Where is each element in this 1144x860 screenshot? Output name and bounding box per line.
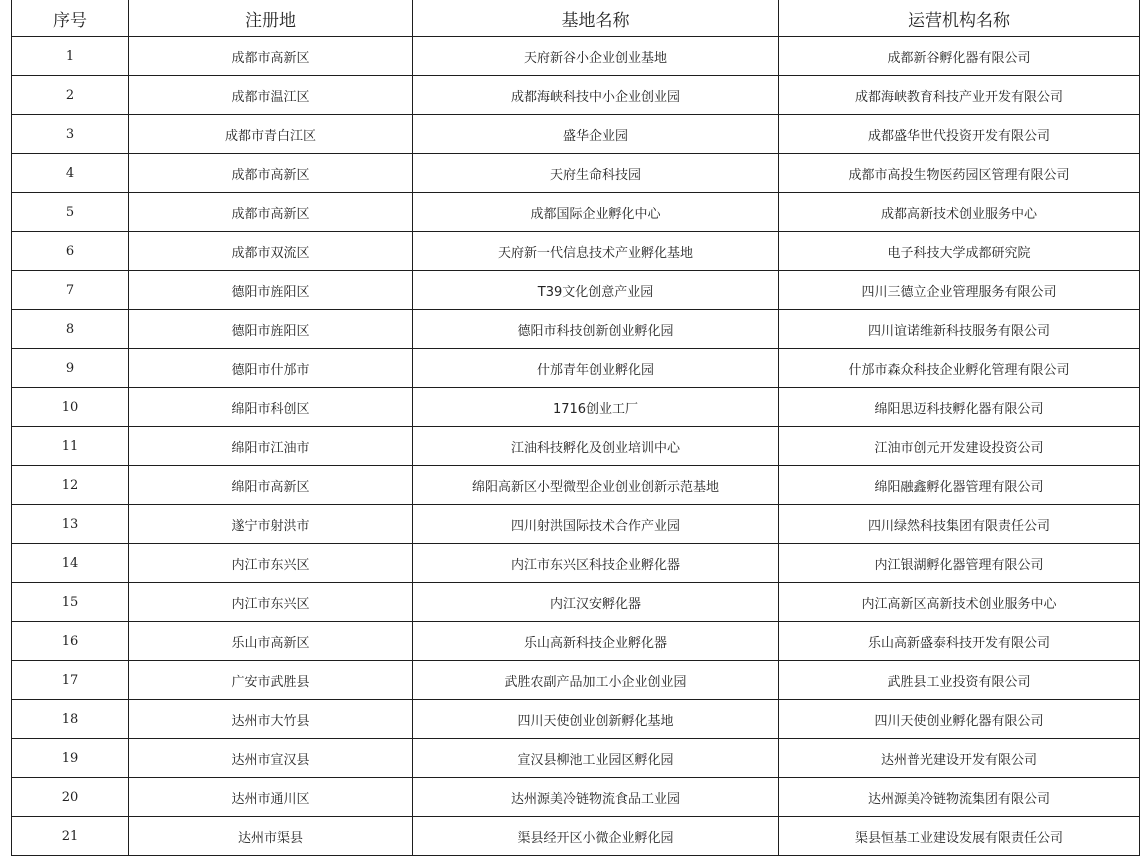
operator-name: 内江高新区高新技术创业服务中心 <box>779 583 1140 622</box>
operator-name: 江油市创元开发建设投资公司 <box>779 427 1140 466</box>
base-name: 天府新谷小企业创业基地 <box>413 37 779 76</box>
base-name: 乐山高新科技企业孵化器 <box>413 622 779 661</box>
base-name: 内江汉安孵化器 <box>413 583 779 622</box>
row-index: 7 <box>12 271 129 310</box>
operator-name: 成都盛华世代投资开发有限公司 <box>779 115 1140 154</box>
base-name: 宣汉县柳池工业园区孵化园 <box>413 739 779 778</box>
base-name: 德阳市科技创新创业孵化园 <box>413 310 779 349</box>
base-name: 渠县经开区小微企业孵化园 <box>413 817 779 856</box>
row-index: 6 <box>12 232 129 271</box>
row-index: 1 <box>12 37 129 76</box>
operator-name: 达州源美冷链物流集团有限公司 <box>779 778 1140 817</box>
row-index: 16 <box>12 622 129 661</box>
table-header-row <box>12 0 1140 37</box>
operator-name: 成都高新技术创业服务中心 <box>779 193 1140 232</box>
row-index: 8 <box>12 310 129 349</box>
base-name: 天府生命科技园 <box>413 154 779 193</box>
registration-place: 成都市高新区 <box>129 193 413 232</box>
registration-place: 德阳市什邡市 <box>129 349 413 388</box>
registration-place: 成都市高新区 <box>129 37 413 76</box>
row-index: 10 <box>12 388 129 427</box>
header-index: 序号 <box>12 0 129 37</box>
registration-place: 达州市渠县 <box>129 817 413 856</box>
row-index: 14 <box>12 544 129 583</box>
base-name: T39文化创意产业园 <box>413 271 779 310</box>
operator-name: 成都海峡教育科技产业开发有限公司 <box>779 76 1140 115</box>
registration-place: 绵阳市科创区 <box>129 388 413 427</box>
registration-place: 广安市武胜县 <box>129 661 413 700</box>
table-row <box>12 466 1140 505</box>
table-row <box>12 817 1140 856</box>
table-row <box>12 544 1140 583</box>
base-name: 内江市东兴区科技企业孵化器 <box>413 544 779 583</box>
row-index: 15 <box>12 583 129 622</box>
header-base-name: 基地名称 <box>413 0 779 37</box>
table-row <box>12 232 1140 271</box>
registration-place: 达州市通川区 <box>129 778 413 817</box>
operator-name: 乐山高新盛泰科技开发有限公司 <box>779 622 1140 661</box>
registration-place: 成都市双流区 <box>129 232 413 271</box>
row-index: 20 <box>12 778 129 817</box>
registration-place: 达州市宣汉县 <box>129 739 413 778</box>
registration-place: 乐山市高新区 <box>129 622 413 661</box>
registration-place: 德阳市旌阳区 <box>129 271 413 310</box>
table-row <box>12 661 1140 700</box>
table-row <box>12 37 1140 76</box>
registration-place: 成都市温江区 <box>129 76 413 115</box>
operator-name: 成都市高投生物医药园区管理有限公司 <box>779 154 1140 193</box>
operator-name: 达州普光建设开发有限公司 <box>779 739 1140 778</box>
table-row <box>12 193 1140 232</box>
registration-place: 绵阳市高新区 <box>129 466 413 505</box>
row-index: 5 <box>12 193 129 232</box>
registration-place: 德阳市旌阳区 <box>129 310 413 349</box>
incubator-table <box>11 0 1140 856</box>
row-index: 2 <box>12 76 129 115</box>
row-index: 11 <box>12 427 129 466</box>
table-row <box>12 583 1140 622</box>
base-name: 什邡青年创业孵化园 <box>413 349 779 388</box>
row-index: 13 <box>12 505 129 544</box>
operator-name: 什邡市森众科技企业孵化管理有限公司 <box>779 349 1140 388</box>
table-body <box>12 37 1140 856</box>
row-index: 17 <box>12 661 129 700</box>
operator-name: 绵阳融鑫孵化器管理有限公司 <box>779 466 1140 505</box>
row-index: 12 <box>12 466 129 505</box>
base-name: 成都国际企业孵化中心 <box>413 193 779 232</box>
base-name: 绵阳高新区小型微型企业创业创新示范基地 <box>413 466 779 505</box>
header-registration-place: 注册地 <box>129 0 413 37</box>
table-row <box>12 505 1140 544</box>
table-row <box>12 349 1140 388</box>
registration-place: 内江市东兴区 <box>129 544 413 583</box>
base-name: 四川射洪国际技术合作产业园 <box>413 505 779 544</box>
registration-place: 达州市大竹县 <box>129 700 413 739</box>
operator-name: 绵阳思迈科技孵化器有限公司 <box>779 388 1140 427</box>
row-index: 9 <box>12 349 129 388</box>
operator-name: 成都新谷孵化器有限公司 <box>779 37 1140 76</box>
row-index: 19 <box>12 739 129 778</box>
table-row <box>12 622 1140 661</box>
operator-name: 内江银湖孵化器管理有限公司 <box>779 544 1140 583</box>
registration-place: 遂宁市射洪市 <box>129 505 413 544</box>
table-row <box>12 271 1140 310</box>
table-row <box>12 154 1140 193</box>
operator-name: 四川谊诺维新科技服务有限公司 <box>779 310 1140 349</box>
table-row <box>12 310 1140 349</box>
operator-name: 电子科技大学成都研究院 <box>779 232 1140 271</box>
operator-name: 渠县恒基工业建设发展有限责任公司 <box>779 817 1140 856</box>
row-index: 4 <box>12 154 129 193</box>
registration-place: 绵阳市江油市 <box>129 427 413 466</box>
base-name: 达州源美冷链物流食品工业园 <box>413 778 779 817</box>
registration-place: 成都市高新区 <box>129 154 413 193</box>
base-name: 盛华企业园 <box>413 115 779 154</box>
row-index: 18 <box>12 700 129 739</box>
table-row <box>12 427 1140 466</box>
base-name: 天府新一代信息技术产业孵化基地 <box>413 232 779 271</box>
operator-name: 四川绿然科技集团有限责任公司 <box>779 505 1140 544</box>
table-row <box>12 739 1140 778</box>
row-index: 21 <box>12 817 129 856</box>
base-name: 江油科技孵化及创业培训中心 <box>413 427 779 466</box>
table-row <box>12 115 1140 154</box>
base-name: 成都海峡科技中小企业创业园 <box>413 76 779 115</box>
row-index: 3 <box>12 115 129 154</box>
operator-name: 武胜县工业投资有限公司 <box>779 661 1140 700</box>
table-row <box>12 700 1140 739</box>
registration-place: 内江市东兴区 <box>129 583 413 622</box>
operator-name: 四川三德立企业管理服务有限公司 <box>779 271 1140 310</box>
header-operator-name: 运营机构名称 <box>779 0 1140 37</box>
table-row <box>12 388 1140 427</box>
operator-name: 四川天使创业孵化器有限公司 <box>779 700 1140 739</box>
table-row <box>12 76 1140 115</box>
registration-place: 成都市青白江区 <box>129 115 413 154</box>
base-name: 四川天使创业创新孵化基地 <box>413 700 779 739</box>
base-name: 1716创业工厂 <box>413 388 779 427</box>
base-name: 武胜农副产品加工小企业创业园 <box>413 661 779 700</box>
table-row <box>12 778 1140 817</box>
